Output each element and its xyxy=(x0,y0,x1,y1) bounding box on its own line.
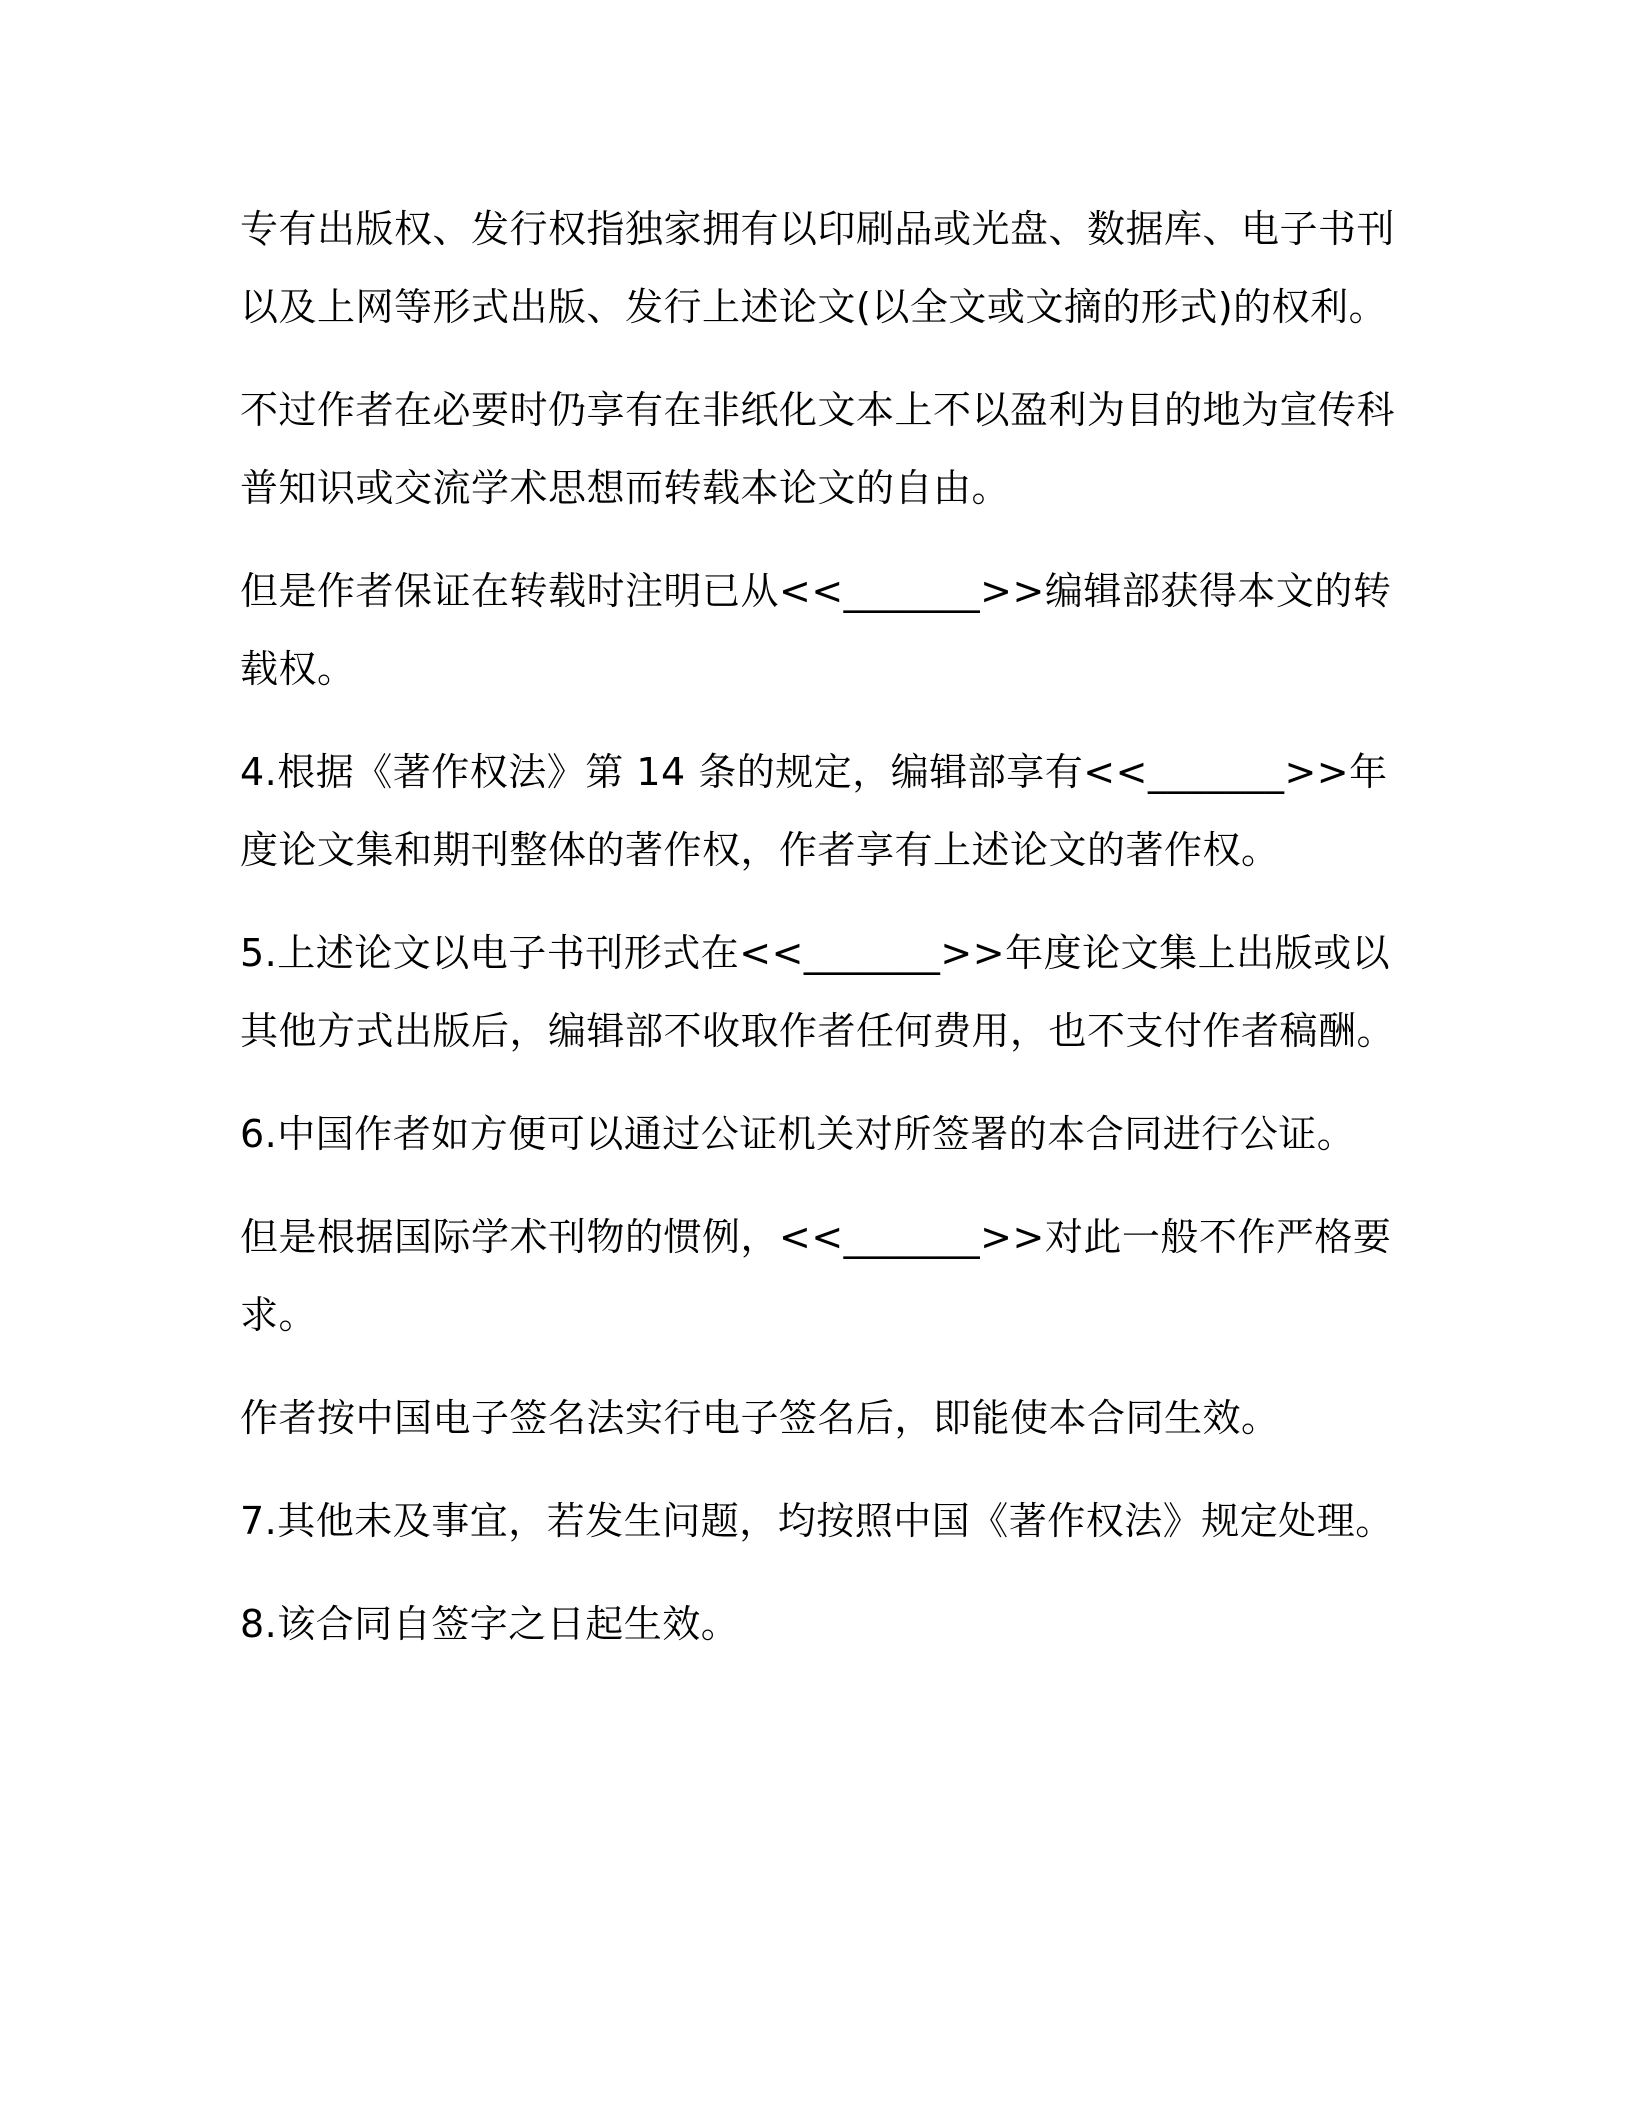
document-body xyxy=(240,190,1400,1688)
paragraph-clause-5: 5.上述论文以电子书刊形式在<<_______>>年度论文集上出版或以其他方式出版后，编辑部不收取作者任何费用，也不支付作者稿酬。 xyxy=(240,931,1396,1053)
paragraph-clause-6: 6.中国作者如方便可以通过公证机关对所签署的本合同进行公证。 xyxy=(240,1112,1356,1156)
paragraph-electronic-signature: 作者按中国电子签名法实行电子签名后，即能使本合同生效。 xyxy=(240,1396,1280,1440)
paragraph-publishing-rights: 专有出版权、发行权指独家拥有以印刷品或光盘、数据库、电子书刊以及上网等形式出版、发行上述论文(以全文或文摘的形式)的权利。 xyxy=(240,207,1396,329)
paragraph-reprint-attribution: 但是作者保证在转载时注明已从<<_______>>编辑部获得本文的转载权。 xyxy=(240,569,1392,691)
paragraph-clause-4: 4.根据《著作权法》第 14 条的规定，编辑部享有<<_______>>年度论文集和期刊整体的著作权，作者享有上述论文的著作权。 xyxy=(240,750,1388,872)
paragraph-clause-7: 7.其他未及事宜，若发生问题，均按照中国《著作权法》规定处理。 xyxy=(240,1499,1394,1543)
paragraph-author-freedom: 不过作者在必要时仍享有在非纸化文本上不以盈利为目的地为宣传科普知识或交流学术思想而转载本论文的自由。 xyxy=(240,388,1396,510)
paragraph-clause-8: 8.该合同自签字之日起生效。 xyxy=(240,1602,740,1646)
paragraph-international-practice: 但是根据国际学术刊物的惯例，<<_______>>对此一般不作严格要求。 xyxy=(240,1215,1392,1337)
